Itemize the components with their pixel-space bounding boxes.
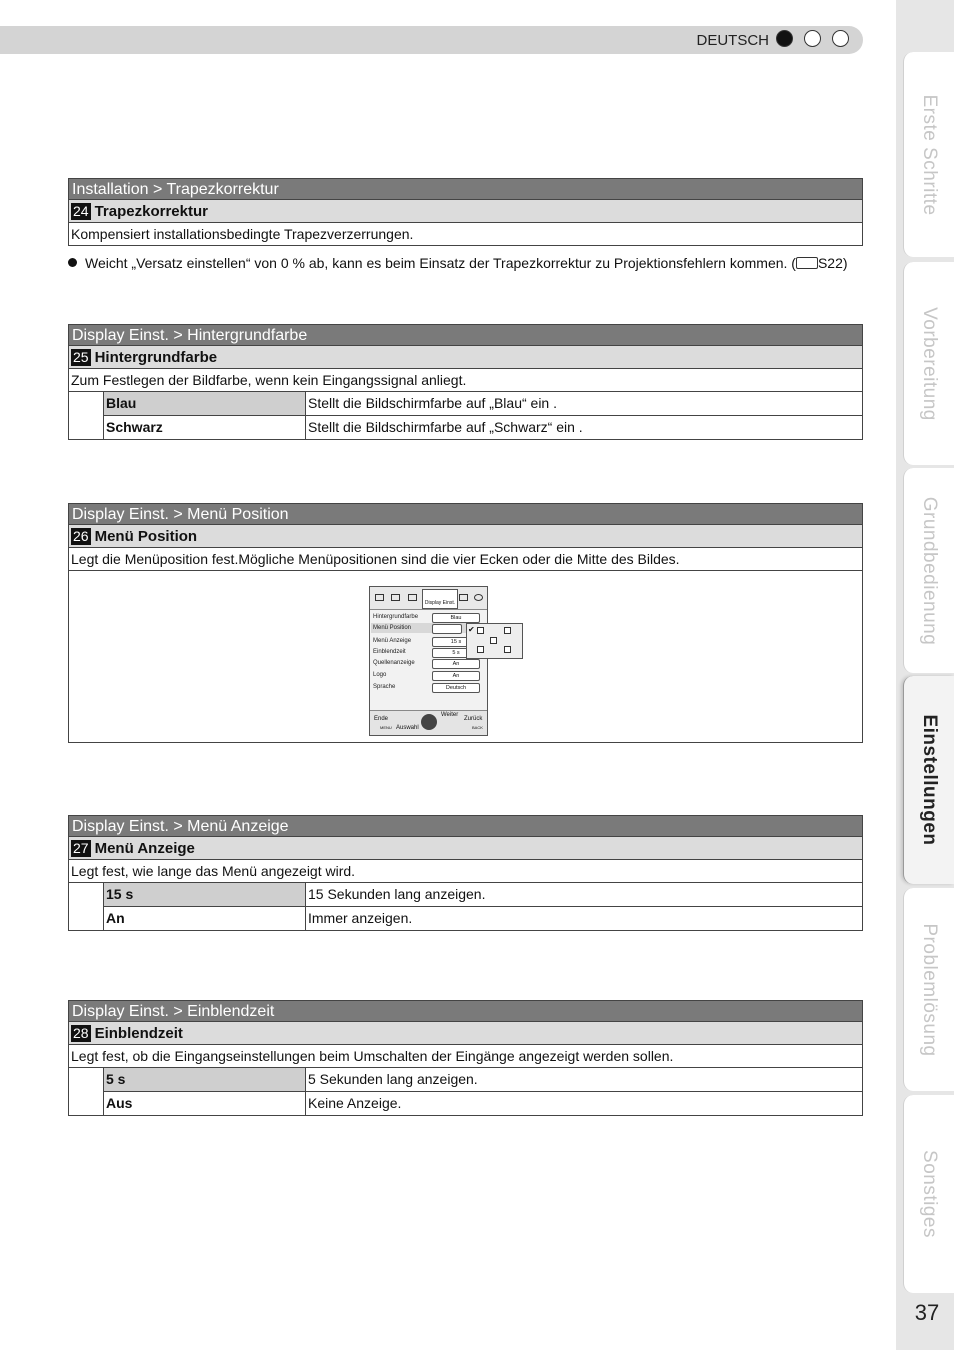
language-indicator-filled-icon (776, 30, 793, 47)
adjust-icon (391, 594, 400, 601)
section-subtitle: 27 Menü Anzeige (68, 837, 863, 860)
section-title: Display Einst. > Menü Anzeige (68, 815, 863, 837)
side-tab-erste-schritte[interactable]: Erste Schritte (903, 52, 954, 257)
option-row: Schwarz Stellt die Bildschirmfarbe auf „Schwarz“ ein . (104, 415, 862, 439)
language-label: DEUTSCH (696, 32, 769, 49)
section-title: Display Einst. > Menü Position (68, 503, 863, 525)
side-tab-grundbedienung[interactable]: Grundbedienung (903, 468, 954, 673)
section-title: Installation > Trapezkorrektur (68, 178, 863, 200)
corner-bottom-left-icon (477, 646, 484, 653)
item-number: 28 (73, 1025, 89, 1041)
book-icon (796, 257, 818, 269)
option-row: An Immer anzeigen. (104, 906, 862, 930)
section-menue-position (68, 503, 863, 743)
language-indicator-empty-icon (832, 30, 849, 47)
options-table (68, 883, 863, 931)
section-description: Kompensiert installationsbedingte Trapezverzerrungen. (68, 223, 863, 246)
section-subtitle: 28 Einblendzeit (68, 1022, 863, 1045)
osd-menu-image: Display Einst. Hintergrundfarbe Blau Menü Position Menü Anzeige 15 s Einblendzeit 5 s Quellenanzeige An Logo An Sprache Deutsch Ende MENU Auswahl Weiter Zurück BACK (369, 586, 488, 736)
check-icon: ✔ (468, 625, 475, 634)
side-tab-sonstiges[interactable]: Sonstiges (903, 1095, 954, 1293)
option-row: 5 s 5 Sekunden lang anzeigen. (104, 1068, 862, 1091)
corner-top-right-icon (504, 627, 511, 634)
section-description: Legt fest, wie lange das Menü angezeigt wird. (68, 860, 863, 883)
header-bar (0, 26, 863, 54)
menu-screenshot-frame (68, 571, 863, 743)
section-description: Legt die Menüposition fest.Mögliche Menüpositionen sind die vier Ecken oder die Mitte des Bildes. (68, 548, 863, 571)
options-table (68, 1068, 863, 1116)
note: Weicht „Versatz einstellen“ von 0 % ab, kann es beim Einsatz der Trapezkorrektur zu Projektionsfehlern kommen. ( S22) (68, 255, 848, 271)
info-icon (474, 594, 483, 601)
side-tab-vorbereitung[interactable]: Vorbereitung (903, 262, 954, 465)
option-row: Blau Stellt die Bildschirmfarbe auf „Blau“ ein . (104, 392, 862, 415)
language-indicator-empty-icon (804, 30, 821, 47)
item-number: 24 (73, 203, 89, 219)
osd-position-popup (466, 623, 523, 659)
page-number: 37 (914, 1300, 940, 1325)
settings-icon (459, 594, 468, 601)
section-title: Display Einst. > Hintergrundfarbe (68, 324, 863, 346)
corner-bottom-right-icon (504, 646, 511, 653)
section-description: Legt fest, ob die Eingangseinstellungen beim Umschalten der Eingänge angezeigt werden sollen. (68, 1045, 863, 1068)
section-title: Display Einst. > Einblendzeit (68, 1000, 863, 1022)
corner-top-left-icon (477, 627, 484, 634)
section-subtitle: 26 Menü Position (68, 525, 863, 548)
bullet-icon (68, 258, 77, 267)
side-tab-problemloesung[interactable]: Problemlösung (903, 888, 954, 1091)
item-number: 27 (73, 840, 89, 856)
section-einblendzeit (68, 1000, 863, 1116)
item-number: 25 (73, 349, 89, 365)
item-number: 26 (73, 528, 89, 544)
section-description: Zum Festlegen der Bildfarbe, wenn kein Eingangssignal anliegt. (68, 369, 863, 392)
nav-pad-icon (421, 714, 437, 730)
side-tab-einstellungen[interactable]: Einstellungen (903, 676, 954, 884)
options-table (68, 392, 863, 440)
center-icon (490, 637, 497, 644)
section-menue-anzeige (68, 815, 863, 931)
section-hintergrundfarbe (68, 324, 863, 440)
section-trapezkorrektur (68, 178, 863, 246)
picture-icon (375, 594, 384, 601)
osd-tab-display: Display Einst. (422, 589, 458, 609)
option-row: 15 s 15 Sekunden lang anzeigen. (104, 883, 862, 906)
section-subtitle: 24 Trapezkorrektur (68, 200, 863, 223)
section-subtitle: 25 Hintergrundfarbe (68, 346, 863, 369)
option-row: Aus Keine Anzeige. (104, 1091, 862, 1115)
input-icon (408, 594, 417, 601)
